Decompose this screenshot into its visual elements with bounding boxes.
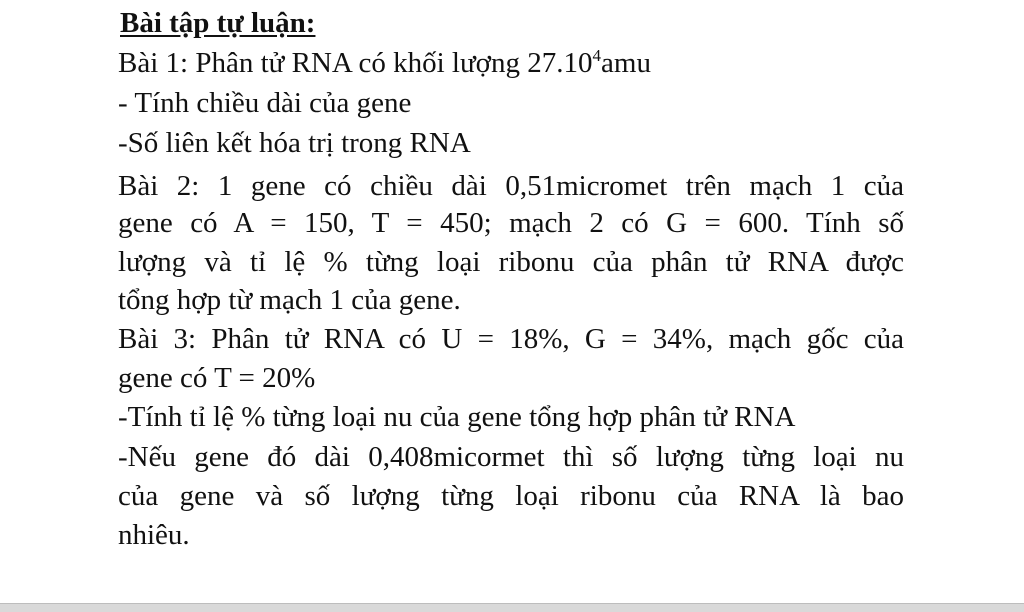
bai2-line-2: gene có A = 150, T = 450; mạch 2 có G = 600. Tính số	[118, 207, 904, 239]
bai3-line-2: gene có T = 20%	[118, 362, 316, 394]
bai1-intro-line	[118, 46, 651, 80]
bai2-line-3: lượng và tỉ lệ % từng loại ribonu của phân tử RNA được	[118, 246, 904, 278]
bai2-line-4: tổng hợp từ mạch 1 của gene.	[118, 284, 461, 316]
bai1-question-1: - Tính chiều dài của gene	[118, 87, 412, 119]
bottom-divider	[0, 603, 1024, 612]
bai1-unit: amu	[601, 47, 651, 79]
bai3-line-1: Bài 3: Phân tử RNA có U = 18%, G = 34%, mạch gốc của	[118, 323, 904, 355]
bai3-question-2-line-1: -Nếu gene đó dài 0,408micormet thì số lượng từng loại nu	[118, 441, 904, 473]
bai3-question-1: -Tính tỉ lệ % từng loại nu của gene tổng hợp phân tử RNA	[118, 401, 796, 433]
bai1-intro: Bài 1: Phân tử RNA có khối lượng 27.10	[118, 47, 593, 79]
bai3-question-2-line-2: của gene và số lượng từng loại ribonu của RNA là bao	[118, 480, 904, 512]
bai1-question-2: -Số liên kết hóa trị trong RNA	[118, 127, 471, 159]
bai2-line-1: Bài 2: 1 gene có chiều dài 0,51micromet trên mạch 1 của	[118, 170, 904, 202]
heading: Bài tập tự luận:	[120, 7, 316, 39]
bai3-question-2-line-3: nhiêu.	[118, 519, 190, 551]
bai1-exponent: 4	[592, 46, 602, 65]
